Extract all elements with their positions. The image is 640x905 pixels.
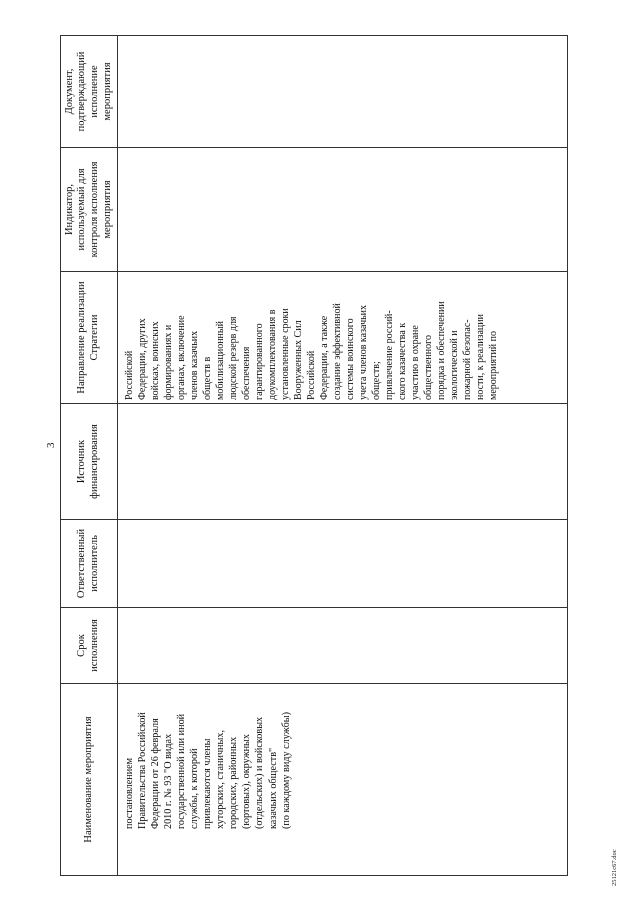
header-indicator: Индикатор, используемый для контроля исполнения мероприятия [61,148,118,272]
text-line: хуторских, станичных, [215,730,227,829]
header-executor: Ответственный исполнитель [61,520,118,608]
page-number: 3 [45,442,57,448]
header-measure-name: Наименование мероприятия [61,684,118,876]
text-line: системы воинского [345,318,356,400]
text-line: мероприятий по [488,331,499,400]
text-line: государственной или иной [176,713,188,829]
text-line: привлечение россий- [384,310,395,400]
cell-document [118,36,568,148]
header-funding: Источник финансирования [61,404,118,520]
text-line: Федерации от 26 февраля [150,718,162,829]
text-line: Вооруженных Сил [293,320,304,400]
text-line: ского казачества к [397,322,408,400]
text-line: привлекаются члены [202,738,214,829]
cell-funding [118,404,568,520]
text-line: обеспечения [241,346,252,400]
text-line: экологической и [449,330,460,400]
text-line: формированиях и [163,324,174,400]
cell-executor [118,520,568,608]
text-line: учета членов казачьих [358,304,369,400]
text-line: постановлением [124,757,135,829]
text-line: гарантированного [254,323,265,400]
text-line: Федерации, а также [319,315,330,400]
text-line: войсках, воинских [150,321,161,400]
text-line: обществ в [202,356,213,400]
text-line: Федерации, других [137,318,148,400]
measures-table [60,35,568,876]
text-line: Российской [124,350,135,400]
table-header-row [61,36,118,876]
text-line: (отдельских) и войсковых [254,716,266,829]
text-line: общественного [423,335,434,400]
text-line: (юртовых), окружных [241,734,253,829]
text-line: службы, к которой [189,748,201,829]
text-line: Российской [306,350,317,400]
text-line: казачьих обществ" [267,747,279,829]
text-line: мобилизационный [215,321,226,400]
rotated-table-container [60,36,568,876]
text-line: органах, включение [176,315,187,400]
text-line: ности, к реализации [475,314,486,400]
text-line: 2010 г. № 93 "О видах [163,733,175,829]
table-row [118,36,568,876]
text-line: участию в охране [410,325,421,400]
text-line: членов казачьих [189,330,200,400]
text-line: городских, районных [228,736,240,829]
cell-measure-name [118,684,568,876]
text-line: порядка и обеспечении [436,301,447,400]
cell-term [118,608,568,684]
text-line: создание эффективной [332,303,343,400]
text-line: доукомплектования в [267,309,278,400]
text-line: пожарной безопас- [462,319,473,400]
text-line: Правительства Российской [137,712,149,829]
header-document: Документ, подтверждающий исполнение мероприятия [61,36,118,148]
text-line: обществ; [371,361,382,400]
header-direction: Направление реализации Стратегии [61,272,118,404]
text-line: людской резерв для [228,316,239,400]
header-term: Срок исполнения [61,608,118,684]
file-reference: 25121c67.doc [611,849,618,886]
cell-direction [118,272,568,404]
cell-indicator [118,148,568,272]
text-line: (по каждому виду службы) [280,712,292,829]
text-line: установленные сроки [280,308,291,400]
